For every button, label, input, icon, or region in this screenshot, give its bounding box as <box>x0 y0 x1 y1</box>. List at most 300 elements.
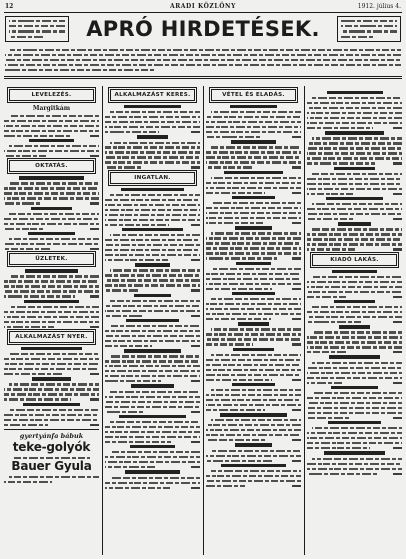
text-line <box>206 399 301 401</box>
ad-number <box>292 460 301 462</box>
ad-number <box>191 131 200 133</box>
text-line <box>4 202 41 204</box>
text-line <box>105 116 200 118</box>
ad-text <box>105 477 200 489</box>
ad-text <box>105 451 200 468</box>
text-line <box>307 432 402 434</box>
ad-number <box>393 193 402 195</box>
text-line <box>4 248 51 250</box>
ad-heading <box>124 105 181 108</box>
text-line <box>206 116 301 118</box>
ad-text <box>206 354 301 381</box>
ad-number <box>90 326 99 328</box>
text-line <box>105 411 143 413</box>
text-line <box>206 424 301 426</box>
text-line-last <box>105 289 200 291</box>
text-line-last <box>4 228 99 230</box>
text-line <box>341 20 397 22</box>
text-line <box>206 460 273 462</box>
text-line-last <box>206 460 301 462</box>
ad-heading <box>124 349 181 352</box>
ad-text <box>105 325 200 347</box>
text-line <box>307 117 402 119</box>
text-line-last <box>307 382 402 384</box>
ad-number <box>191 411 200 413</box>
ad-number <box>90 155 99 157</box>
ad-number <box>191 166 200 168</box>
text-line-last <box>307 417 402 419</box>
text-line <box>105 219 200 221</box>
text-line-last <box>4 373 99 375</box>
text-line <box>206 318 271 320</box>
text-line <box>312 362 402 364</box>
text-line <box>307 382 342 384</box>
text-line <box>9 383 99 385</box>
ad-text <box>4 213 99 230</box>
ad-heading <box>130 445 175 448</box>
text-line-last <box>105 166 200 168</box>
text-line <box>307 178 402 180</box>
text-line <box>307 346 402 348</box>
text-line <box>105 131 159 133</box>
text-line <box>9 145 99 147</box>
text-line <box>4 363 99 365</box>
ad-heading <box>233 348 274 351</box>
text-line <box>105 487 170 489</box>
text-line <box>105 254 200 256</box>
ad-heading <box>329 355 379 358</box>
text-line <box>312 97 402 99</box>
text-line-last <box>4 135 99 137</box>
text-line <box>211 419 301 421</box>
ad-text <box>4 476 99 483</box>
text-line <box>312 276 402 278</box>
ad-text <box>307 276 402 298</box>
ad-text <box>206 111 301 138</box>
text-line <box>4 125 99 127</box>
text-line <box>307 102 402 104</box>
text-line <box>5 64 401 66</box>
text-line <box>4 424 48 426</box>
text-line <box>105 340 200 342</box>
text-line <box>9 353 99 355</box>
text-line <box>307 412 402 414</box>
text-line <box>211 354 301 356</box>
text-line <box>206 187 301 189</box>
text-line-last <box>206 343 301 345</box>
text-line <box>307 213 402 215</box>
text-line <box>105 156 200 158</box>
text-line <box>105 239 200 241</box>
text-line <box>307 127 373 129</box>
text-line <box>307 321 362 323</box>
ad-text <box>206 202 301 224</box>
text-line <box>206 136 261 138</box>
text-line <box>4 393 99 395</box>
ad-heading <box>328 421 382 424</box>
ad-text <box>4 145 99 157</box>
text-line <box>4 481 52 483</box>
text-line <box>307 447 370 449</box>
text-line <box>206 252 301 254</box>
ad-heading <box>236 262 271 265</box>
text-line <box>105 426 200 428</box>
text-line <box>211 389 301 391</box>
text-line <box>307 336 402 338</box>
section-header: ALKALMAZÁST NYER. <box>9 331 94 343</box>
ad-number <box>292 257 301 259</box>
text-line <box>341 36 375 38</box>
ad-heading <box>28 232 74 235</box>
ad-text <box>4 182 99 204</box>
text-line <box>206 338 301 340</box>
text-line <box>211 268 301 270</box>
ad-heading <box>135 263 169 266</box>
text-line <box>206 283 301 285</box>
text-line <box>4 120 99 122</box>
text-line <box>9 20 65 22</box>
text-line <box>105 365 200 367</box>
text-line <box>307 142 402 144</box>
text-line <box>206 364 301 366</box>
ad-number <box>191 315 200 317</box>
text-line <box>110 355 200 357</box>
ad-number <box>393 473 402 475</box>
text-line <box>341 30 397 32</box>
text-line <box>4 311 99 313</box>
text-line <box>105 441 171 443</box>
ad-number <box>393 417 402 419</box>
ad-number <box>90 135 99 137</box>
text-line-last <box>307 127 402 129</box>
text-line <box>4 243 99 245</box>
section-header: LEVELEZÉS. <box>9 89 94 101</box>
ad-heading <box>137 135 169 138</box>
text-line <box>9 409 99 411</box>
ad-number <box>90 398 99 400</box>
ad-text <box>206 419 301 441</box>
column-3 <box>206 86 301 555</box>
text-line <box>105 259 168 261</box>
ad-number <box>191 259 200 261</box>
header-notice-box-left <box>5 16 69 42</box>
text-line-last <box>307 193 402 195</box>
text-line <box>4 192 99 194</box>
text-line <box>312 173 402 175</box>
text-line-last <box>307 447 402 449</box>
text-line-last <box>206 409 301 411</box>
text-line <box>4 280 99 282</box>
text-line <box>105 274 200 276</box>
text-line <box>206 480 301 482</box>
text-line <box>105 406 200 408</box>
text-line <box>105 121 200 123</box>
text-line <box>211 470 301 472</box>
section-header: INGATLAN. <box>110 172 195 184</box>
text-line <box>312 203 402 205</box>
text-line <box>307 442 402 444</box>
ad-number <box>292 485 301 487</box>
ad-number <box>90 228 99 230</box>
text-line <box>105 161 200 163</box>
text-line <box>9 36 43 38</box>
text-line <box>206 343 253 345</box>
text-line <box>4 316 99 318</box>
column-4 <box>307 86 402 555</box>
text-line <box>206 313 301 315</box>
text-line <box>105 126 200 128</box>
text-line <box>206 237 301 239</box>
text-line <box>4 419 99 421</box>
text-line <box>307 417 350 419</box>
ad-text <box>206 450 301 462</box>
text-line-last <box>105 380 200 382</box>
ad-text <box>206 470 301 487</box>
ad-text <box>206 328 301 345</box>
text-line <box>9 30 65 32</box>
ad-heading <box>23 403 80 406</box>
ad-text <box>4 115 99 137</box>
text-line <box>211 146 301 148</box>
ad-number <box>393 382 402 384</box>
text-line <box>206 192 265 194</box>
text-line <box>4 414 99 416</box>
ad-heading <box>324 451 385 454</box>
text-line <box>312 228 402 230</box>
ad-number <box>191 466 200 468</box>
ad-text <box>105 111 200 133</box>
text-line-last <box>105 259 200 261</box>
text-line <box>312 137 402 139</box>
text-line <box>307 291 402 293</box>
text-line <box>312 392 402 394</box>
ad-heading <box>224 171 282 174</box>
text-line-last <box>206 318 301 320</box>
ad-number <box>90 295 99 297</box>
ad-text <box>206 298 301 320</box>
text-line <box>341 25 397 27</box>
ad-number <box>292 166 301 168</box>
text-line <box>206 217 301 219</box>
ad-heading <box>334 300 376 303</box>
header-rule-top <box>4 76 402 77</box>
ad-heading <box>332 270 377 273</box>
header-rates-box-right <box>337 16 401 42</box>
ad-heading <box>221 464 285 467</box>
text-line <box>110 234 200 236</box>
text-line-last <box>206 192 301 194</box>
text-line <box>110 142 200 144</box>
text-line <box>307 311 402 313</box>
ad-text <box>307 228 402 250</box>
text-line <box>105 466 155 468</box>
text-line <box>206 369 301 371</box>
text-line <box>4 326 54 328</box>
text-line <box>4 218 99 220</box>
ad-text <box>307 173 402 195</box>
ad-text <box>307 331 402 353</box>
ad-number <box>292 343 301 345</box>
ad-heading <box>32 377 71 380</box>
ad-number <box>292 409 301 411</box>
ad-heading <box>21 347 81 350</box>
text-line <box>211 177 301 179</box>
text-line <box>307 402 402 404</box>
ad-text <box>105 355 200 382</box>
text-line-last <box>307 218 402 220</box>
text-line <box>206 308 301 310</box>
ad-number <box>191 441 200 443</box>
text-line <box>105 214 200 216</box>
text-line <box>4 197 99 199</box>
text-line <box>105 151 200 153</box>
ad-heading <box>29 139 73 142</box>
text-line <box>307 281 402 283</box>
text-line <box>105 289 139 291</box>
text-line <box>307 208 402 210</box>
text-line-last <box>105 487 200 489</box>
ad-heading <box>122 228 182 231</box>
ad-heading <box>131 384 173 387</box>
text-line <box>9 476 99 478</box>
ad-text <box>206 232 301 259</box>
text-line-last <box>4 155 99 157</box>
ad-text <box>4 275 99 297</box>
text-line <box>206 131 301 133</box>
ad-text <box>206 389 301 411</box>
text-line <box>206 182 301 184</box>
text-line <box>211 232 301 234</box>
text-line <box>307 243 402 245</box>
ad-text <box>4 409 99 426</box>
ad-heading <box>134 294 171 297</box>
text-line <box>4 228 44 230</box>
text-line <box>206 394 301 396</box>
text-line <box>105 224 169 226</box>
text-line <box>312 458 402 460</box>
text-line <box>307 351 348 353</box>
text-line <box>307 188 402 190</box>
ad-heading <box>220 413 288 416</box>
text-line <box>307 437 402 439</box>
text-line-last <box>307 321 402 323</box>
text-line <box>307 397 402 399</box>
text-line <box>307 407 402 409</box>
text-line <box>211 111 301 113</box>
text-line <box>9 213 99 215</box>
ad-heading <box>339 325 369 328</box>
text-line-last <box>105 441 200 443</box>
ad-line-babuk: gyertyánfa bábuk <box>19 431 84 440</box>
text-line-last <box>4 398 99 400</box>
text-line-last <box>206 222 301 224</box>
ad-text <box>105 234 200 261</box>
text-line <box>105 456 200 458</box>
text-line-last <box>105 315 200 317</box>
ad-text <box>105 421 200 443</box>
text-line <box>4 295 75 297</box>
ad-text <box>105 391 200 413</box>
ad-number <box>292 136 301 138</box>
ad-text <box>307 427 402 449</box>
text-line <box>206 257 277 259</box>
text-line <box>307 316 402 318</box>
ad-number <box>292 379 301 381</box>
text-line-last <box>206 166 301 168</box>
text-line-last <box>206 257 301 259</box>
text-line <box>105 315 143 317</box>
text-line <box>9 238 99 240</box>
text-line <box>307 468 402 470</box>
ad-heading <box>232 383 276 386</box>
text-line-last <box>105 224 200 226</box>
text-line <box>206 222 263 224</box>
text-line <box>9 115 99 117</box>
text-line <box>105 396 200 398</box>
ad-text <box>206 268 301 290</box>
text-line <box>110 300 200 302</box>
column-divider <box>102 86 103 555</box>
text-line <box>105 244 200 246</box>
text-line-last <box>307 473 402 475</box>
text-line <box>105 380 161 382</box>
ad-number <box>90 202 99 204</box>
text-line <box>211 328 301 330</box>
ad-text <box>307 306 402 323</box>
ad-heading <box>31 207 73 210</box>
text-line <box>110 111 200 113</box>
text-line <box>4 358 99 360</box>
ad-text <box>105 300 200 317</box>
text-line-last <box>105 131 200 133</box>
text-line <box>110 325 200 327</box>
newspaper-name: ARADI KÖZLÖNY <box>169 3 237 10</box>
text-line <box>206 207 301 209</box>
text-line-last <box>105 466 200 468</box>
text-line <box>307 147 402 149</box>
ad-text <box>307 392 402 419</box>
text-line <box>206 156 301 158</box>
ad-number <box>393 296 402 298</box>
ad-number <box>393 162 402 164</box>
ad-number <box>90 373 99 375</box>
text-line <box>206 359 301 361</box>
column-divider <box>304 86 305 555</box>
text-line-last <box>4 295 99 297</box>
ad-line-teke: teke-golyók <box>12 439 91 454</box>
text-line-last <box>206 136 301 138</box>
text-line <box>206 429 301 431</box>
text-line <box>105 360 200 362</box>
page-number: 12 <box>5 3 14 10</box>
text-line <box>110 421 200 423</box>
text-line-last <box>206 439 301 441</box>
ad-heading <box>119 415 187 418</box>
ad-number <box>292 222 301 224</box>
masthead-rule <box>4 12 402 13</box>
section-header: KIADÓ LAKÁS. <box>312 254 397 266</box>
text-line <box>10 49 401 51</box>
ad-text <box>307 137 402 164</box>
text-line <box>307 341 402 343</box>
ad-number <box>292 192 301 194</box>
ad-number <box>191 487 200 489</box>
text-line <box>105 204 200 206</box>
section-header: VÉTEL ÉS ELADÁS. <box>211 89 296 101</box>
text-line <box>307 193 353 195</box>
text-line <box>206 303 301 305</box>
text-line <box>206 166 252 168</box>
